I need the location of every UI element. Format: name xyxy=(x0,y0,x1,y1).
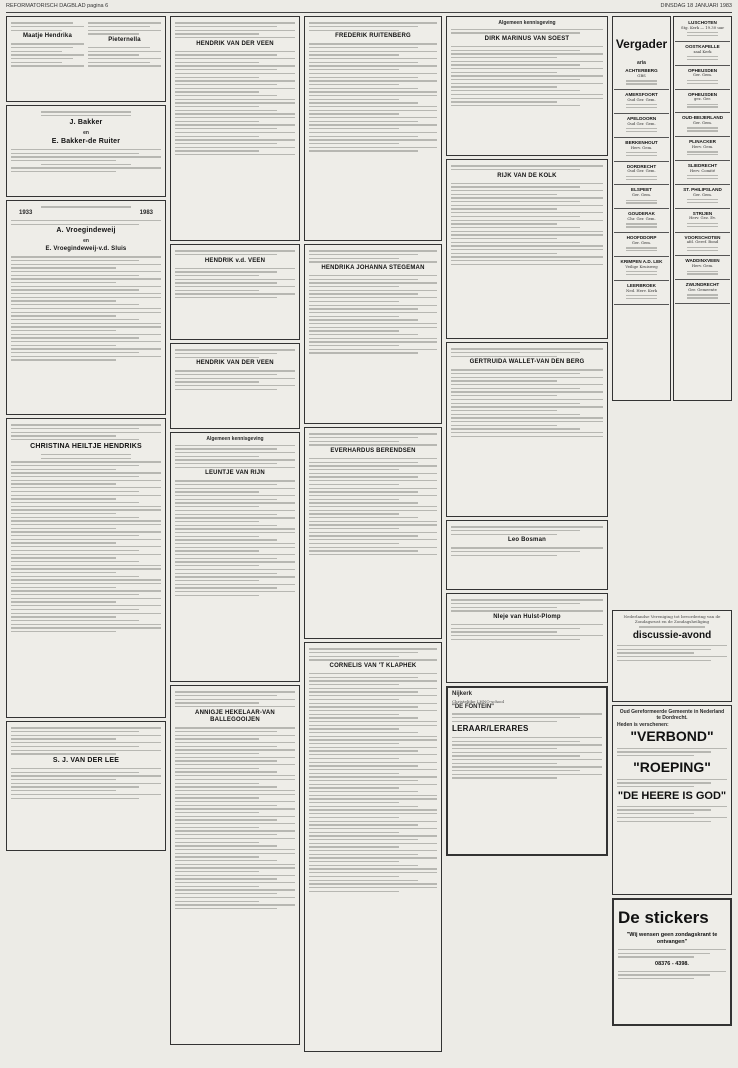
meeting-calendar-left xyxy=(612,16,671,401)
couple-husband: A. Vroegindeweij xyxy=(56,227,116,235)
right-church-place: STRIJEN xyxy=(692,210,713,216)
death-notice-hekelaar xyxy=(170,685,300,1045)
right-church-item xyxy=(675,42,730,66)
right-church-place: VOORSCHOTEN xyxy=(684,234,721,240)
left-church-item xyxy=(614,138,669,162)
right-church-detail: afd. Geref. Bond xyxy=(686,239,719,245)
job-title: LERAAR/LERARES xyxy=(452,724,529,734)
meeting-calendar xyxy=(612,16,732,404)
right-church-detail: Ger. Gem. xyxy=(692,72,713,78)
left-church-place: AMERSFOORT xyxy=(625,92,658,98)
column-1 xyxy=(6,16,166,1060)
right-church-item xyxy=(675,161,730,185)
couple-name-2: E. Bakker-de Ruiter xyxy=(51,137,121,145)
right-church-item xyxy=(675,113,730,137)
right-church-place: ST. PHILIPSLAND xyxy=(683,186,722,192)
left-church-detail: Herv. Gem. xyxy=(630,144,653,150)
deceased-name-van-soest: DIRK MARINUS VAN SOEST xyxy=(484,36,570,43)
stickers-quote: "Wij wensen geen zondagskrant te ontvangen" xyxy=(626,932,718,946)
right-church-item xyxy=(675,209,730,233)
publication-verbond: "VERBOND" xyxy=(630,727,714,744)
deceased-name-klaphek: CORNELIS VAN 'T KLAPHEK xyxy=(329,663,417,670)
left-church-item xyxy=(614,257,669,281)
page-header xyxy=(6,3,732,13)
deceased-name-wallet: GERTRUIDA WALLET-VAN DEN BERG xyxy=(469,359,585,366)
right-church-item xyxy=(675,185,730,209)
school-name: "DE FONTEIN" xyxy=(452,703,495,710)
year-start: 1933 xyxy=(19,210,33,217)
deceased-name-hekelaar: ANNIGJE HEKELAAR-VAN BALLEGOOIJEN xyxy=(195,709,275,724)
left-church-item xyxy=(614,114,669,138)
column-3 xyxy=(304,16,442,1060)
meeting-calendar-right xyxy=(673,16,732,401)
couple-name-1: J. Bakker xyxy=(69,118,103,126)
child-name: Maatje Hendrika xyxy=(22,33,73,40)
death-notice-berendsen xyxy=(304,427,442,639)
right-church-place: ZWIJNDRECHT xyxy=(685,282,720,288)
right-church-detail: Herv. Gez. Ev. xyxy=(689,215,716,221)
birth-notice xyxy=(6,16,166,102)
right-church-place: SLIEDRECHT xyxy=(687,163,718,169)
school-type: Christelijke LHNO-school xyxy=(452,698,505,704)
left-church-place: BERKENHOUT xyxy=(625,139,658,145)
death-notice-van-rijn xyxy=(170,432,300,682)
right-church-item xyxy=(675,256,730,280)
deceased-name-hendriks: CHRISTINA HEILTJE HENDRIKS xyxy=(30,442,142,450)
deceased-name-veen-2: HENDRIK v.d. VEEN xyxy=(204,257,266,264)
couple-and-1: en xyxy=(83,129,89,136)
right-church-detail: Ger. Gemeente xyxy=(688,287,717,293)
right-church-place: LUSCHOTEN xyxy=(688,20,717,25)
notice-van-hulst xyxy=(446,593,608,683)
right-church-item xyxy=(675,280,730,304)
left-church-place: HOOFDDORP xyxy=(626,235,657,241)
right-church-item xyxy=(675,90,730,114)
stickers-phone: 08376 - 4398. xyxy=(655,960,689,967)
death-notice-van-t-klaphek xyxy=(304,642,442,1052)
death-notice-van-der-veen-3 xyxy=(170,343,300,429)
couple-wife: E. Vroegindeweij-v.d. Sluis xyxy=(45,246,127,253)
publication-de-heere-is-god: "DE HEERE IS GOD" xyxy=(617,789,727,802)
discussion-evening-ad xyxy=(612,610,732,702)
right-church-detail: zaal Kerk xyxy=(693,48,712,54)
left-church-item xyxy=(614,209,669,233)
right-church-detail: Stg. Kerk — 19.30 uur xyxy=(680,24,725,30)
column-2 xyxy=(170,16,300,1060)
vergader-agenda-logo: Vergader xyxy=(615,36,668,51)
general-notice-heading-2: Algemeen kennisgeving xyxy=(206,436,264,442)
column-4 xyxy=(446,16,608,1060)
right-church-place: OPHEUSDEN xyxy=(687,91,718,97)
header-left: REFORMATORISCH DAGBLAD pagina 6 xyxy=(6,3,109,9)
deceased-name-veen-1: HENDRIK VAN DER VEEN xyxy=(196,40,274,47)
left-church-item xyxy=(614,185,669,209)
anniversary-notice-vroegindeweij xyxy=(6,200,166,415)
right-church-detail: gez. Ger. xyxy=(694,96,711,102)
death-notice-stegeman xyxy=(304,244,442,424)
left-church-detail: GBS xyxy=(637,72,646,78)
disc-title: discussie-avond xyxy=(632,630,712,642)
left-church-place: ACHTERBERG xyxy=(625,68,658,74)
left-church-item xyxy=(614,66,669,90)
stickers-title: De stickers xyxy=(618,908,709,927)
orthodox-church: Oud Gereformeerde Gemeente in Nederland te Dordrecht. xyxy=(619,709,725,722)
person-name-van-hulst: Nleje van Hulst-Plomp xyxy=(493,614,561,621)
death-notice-van-der-veen-2 xyxy=(170,244,300,340)
general-notice-heading: Algemeen kennisgeving xyxy=(498,20,556,26)
published-label: Heden is verschenen: xyxy=(617,721,669,728)
right-church-item xyxy=(675,18,730,42)
left-church-item xyxy=(614,162,669,186)
disc-org: Nederlandse Vereniging tot bevordering van de Zondagsrust en de Zondagsheiliging xyxy=(623,614,721,624)
left-church-place: DORDRECHT xyxy=(626,163,657,169)
deceased-name-veen-3: HENDRIK VAN DER VEEN xyxy=(196,360,274,367)
vergader-agenda-logo-2: aria xyxy=(637,60,646,66)
left-church-item xyxy=(614,281,669,305)
header-right: DINSDAG 18 JANUARI 1983 xyxy=(660,3,732,9)
right-church-item xyxy=(675,233,730,257)
left-church-detail: Ned. Herv. Kerk xyxy=(626,287,657,293)
death-notice-ruitenberg xyxy=(304,16,442,241)
deceased-name-van-de-kolk: RIJK VAN DE KOLK xyxy=(497,172,557,179)
right-church-detail: Herv. Gem. xyxy=(691,263,714,269)
job-ad-de-fontein xyxy=(446,686,608,856)
left-church-detail: Oud Ger. Gem. xyxy=(627,120,656,126)
death-notice-wallet xyxy=(446,342,608,517)
left-church-place: KRIMPEN A.D. LEK xyxy=(620,259,663,264)
year-end: 1983 xyxy=(139,210,153,217)
publications-ad xyxy=(612,705,732,895)
left-church-place: LEERBROEK xyxy=(627,282,656,288)
left-church-place: APELDOORN xyxy=(626,115,657,121)
death-notice-van-der-veen-1 xyxy=(170,16,300,241)
left-church-item xyxy=(614,90,669,114)
deceased-name-van-der-lee: S. J. VAN DER LEE xyxy=(52,756,120,764)
left-church-detail: Ger. Gem. xyxy=(631,239,652,245)
deceased-name-van-rijn: LEUNTJE VAN RIJN xyxy=(205,470,265,477)
deceased-name-berendsen: EVERHARDUS BERENDSEN xyxy=(330,448,416,455)
left-church-item xyxy=(614,233,669,257)
right-church-place: OUD-BEIJERLAND xyxy=(681,115,724,121)
stickers-ad xyxy=(612,898,732,1026)
left-church-detail: Chr. Ger. Gem. xyxy=(627,216,656,222)
right-church-place: PLINACKER xyxy=(689,139,716,145)
person-name-bosman: Leo Bosman xyxy=(507,537,546,544)
death-notice-hendriks xyxy=(6,418,166,718)
left-church-detail: Oud Ger. Gem. xyxy=(627,96,656,102)
left-church-detail: Oud Ger. Gem. xyxy=(627,168,656,174)
right-church-place: OOSTKAPELLE xyxy=(685,43,720,49)
right-church-detail: Ger. Gem. xyxy=(692,191,713,197)
death-notice-van-de-kolk xyxy=(446,159,608,339)
right-church-item xyxy=(675,66,730,90)
left-church-detail: Ger. Gem. xyxy=(631,192,652,198)
deceased-name-stegeman: HENDRIKA JOHANNA STEGEMAN xyxy=(321,265,425,272)
right-church-detail: Ger. Gem. xyxy=(692,120,713,126)
left-church-place: GOUDERAK xyxy=(628,211,655,217)
deceased-name-ruitenberg: FREDERIK RUITENBERG xyxy=(335,33,411,40)
right-church-item xyxy=(675,137,730,161)
anniversary-notice-bakker xyxy=(6,105,166,197)
left-church-place: ELSPEET xyxy=(631,187,652,193)
right-church-detail: Herv. Gem. xyxy=(691,143,714,149)
death-notice-van-der-lee xyxy=(6,721,166,851)
couple-and-2: en xyxy=(83,238,89,245)
notice-bosman xyxy=(446,520,608,590)
right-church-place: WADDINXVEEN xyxy=(685,258,720,264)
job-location: Nijkerk xyxy=(452,691,473,697)
bottom-right-block xyxy=(612,610,732,1029)
death-notice-van-soest xyxy=(446,16,608,156)
publication-roeping: "ROEPING" xyxy=(633,758,711,775)
right-church-place: OPHEUSDEN xyxy=(687,67,718,73)
left-church-detail: Veilige Kruisweg xyxy=(625,263,658,269)
child-second-name: Pieternella xyxy=(108,37,141,44)
right-church-detail: Herv. Comité xyxy=(689,167,716,173)
